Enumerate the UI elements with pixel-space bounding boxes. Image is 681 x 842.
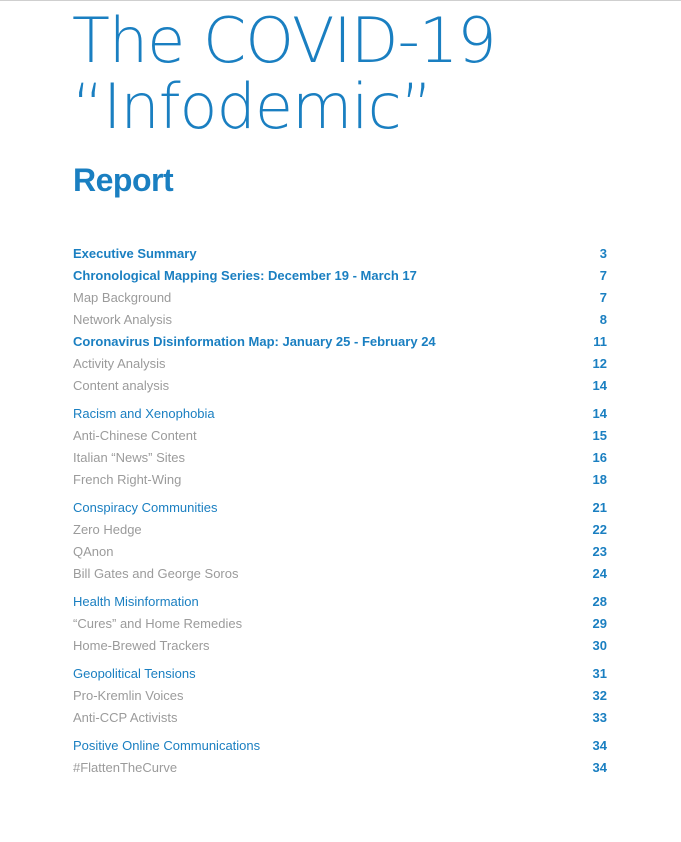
toc-page-number: 23 (592, 544, 607, 559)
toc-subsection-label: Content analysis (73, 378, 170, 393)
toc-page-number: 29 (592, 616, 607, 631)
toc-page-number: 32 (592, 688, 607, 703)
toc-page-number: 21 (592, 500, 607, 515)
toc-subsection-label: Activity Analysis (73, 356, 166, 371)
toc-subsection-label: Pro-Kremlin Voices (73, 688, 184, 703)
toc-subsection-label: Italian “News” Sites (73, 450, 185, 465)
toc-page-number: 33 (592, 710, 607, 725)
top-rule (0, 0, 681, 1)
toc-subsection-label: Zero Hedge (73, 522, 142, 537)
toc-subsection-label: “Cures” and Home Remedies (73, 616, 243, 631)
toc-section-label: Coronavirus Disinformation Map: January 25 - February 24 (73, 334, 436, 349)
toc-entry[interactable] (73, 309, 607, 331)
toc-page-number: 14 (592, 378, 607, 393)
toc-subsection-label: Home-Brewed Trackers (73, 638, 210, 653)
report-subtitle: Report (73, 162, 174, 198)
toc-subsection-label: QAnon (73, 544, 114, 559)
report-title (72, 4, 496, 143)
toc-entry[interactable] (73, 353, 607, 375)
toc-entry[interactable] (73, 757, 607, 779)
toc-entry[interactable] (73, 541, 607, 563)
toc-entry[interactable] (73, 735, 607, 757)
toc-entry[interactable] (73, 613, 607, 635)
toc-entry[interactable] (73, 663, 607, 685)
toc-entry[interactable] (73, 447, 607, 469)
report-title-line-1: The COVID-19 (72, 4, 496, 77)
toc-subsection-label: Anti-CCP Activists (73, 710, 178, 725)
toc-section-label: Health Misinformation (73, 594, 199, 609)
toc-entry[interactable] (73, 519, 607, 541)
toc-page-number: 28 (592, 594, 607, 609)
toc-subsection-label: Map Background (73, 290, 172, 305)
toc-section-label: Chronological Mapping Series: December 19 - March 17 (73, 268, 417, 283)
toc-page-number: 31 (592, 666, 607, 681)
toc-section-label: Conspiracy Communities (73, 500, 218, 515)
toc-entry[interactable] (73, 265, 607, 287)
toc-page-number: 3 (599, 246, 607, 261)
toc-subsection-label: Network Analysis (73, 312, 172, 327)
toc-subsection-label: #FlattenTheCurve (73, 760, 178, 775)
toc-section-label: Geopolitical Tensions (73, 666, 196, 681)
toc-subsection-label: Anti-Chinese Content (73, 428, 197, 443)
toc-page-number: 24 (592, 566, 607, 581)
toc-entry[interactable] (73, 403, 607, 425)
toc-entry[interactable] (73, 497, 607, 519)
toc-page-number: 7 (599, 290, 607, 305)
toc-page-number: 12 (592, 356, 607, 371)
toc-section-label: Positive Online Communications (73, 738, 261, 753)
toc-page-number: 11 (593, 334, 607, 349)
toc-entry[interactable] (73, 425, 607, 447)
toc-subsection-label: Bill Gates and George Soros (73, 566, 239, 581)
toc-entry[interactable] (73, 331, 607, 353)
table-of-contents (73, 243, 607, 779)
toc-page-number: 34 (592, 738, 607, 753)
toc-entry[interactable] (73, 635, 607, 657)
toc-section-label: Racism and Xenophobia (73, 406, 215, 421)
toc-page-number: 16 (592, 450, 607, 465)
toc-section-label: Executive Summary (73, 246, 197, 261)
toc-page-number: 7 (599, 268, 607, 283)
toc-entry[interactable] (73, 591, 607, 613)
toc-page-number: 15 (592, 428, 607, 443)
toc-page-number: 18 (592, 472, 607, 487)
toc-entry[interactable] (73, 243, 607, 265)
toc-subsection-label: French Right-Wing (73, 472, 182, 487)
toc-entry[interactable] (73, 375, 607, 397)
toc-entry[interactable] (73, 563, 607, 585)
toc-page-number: 8 (599, 312, 607, 327)
toc-entry[interactable] (73, 707, 607, 729)
toc-page-number: 14 (592, 406, 607, 421)
toc-page-number: 30 (592, 638, 607, 653)
toc-entry[interactable] (73, 287, 607, 309)
toc-page-number: 34 (592, 760, 607, 775)
toc-entry[interactable] (73, 469, 607, 491)
toc-page-number: 22 (592, 522, 607, 537)
toc-entry[interactable] (73, 685, 607, 707)
report-title-line-2: “Infodemic” (72, 70, 432, 143)
